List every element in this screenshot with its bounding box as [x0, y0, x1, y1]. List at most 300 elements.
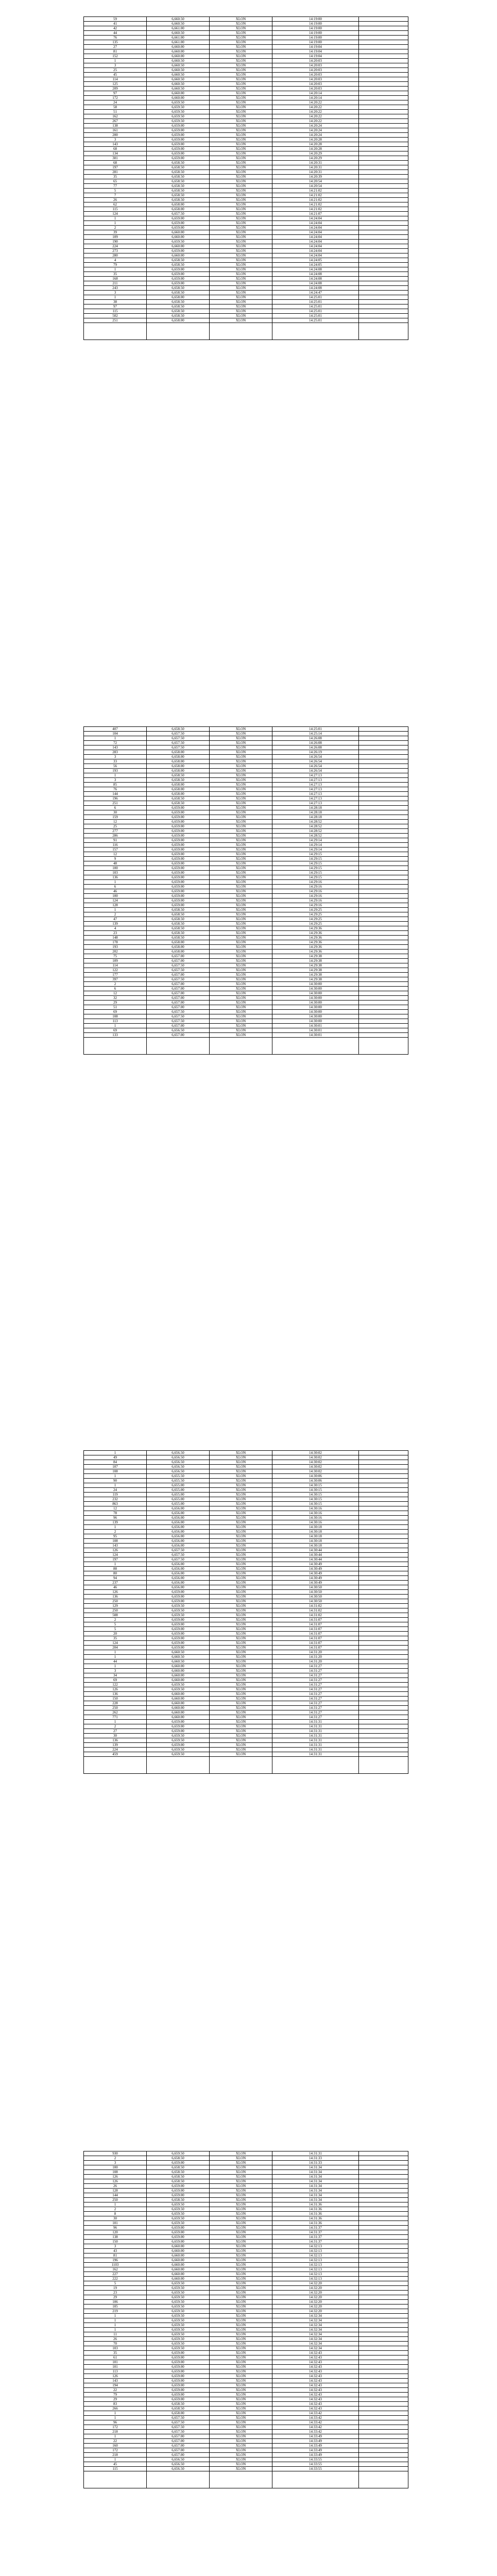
price-cell: 6,658.00	[147, 750, 210, 755]
time-cell: 14:32:20	[272, 2300, 359, 2304]
empty-cell	[359, 40, 408, 45]
price-cell: 6,659.50	[147, 1687, 210, 1692]
empty-cell	[359, 889, 408, 894]
time-cell: 14:33:49	[272, 2448, 359, 2453]
time-cell: 14:30:18	[272, 1544, 359, 1548]
time-cell: 14:29:15	[272, 866, 359, 871]
time-cell: 14:31:33	[272, 2161, 359, 2165]
price-cell: 6,660.00	[147, 230, 210, 235]
table-row	[84, 880, 408, 885]
time-cell: 14:27:13	[272, 796, 359, 801]
price-cell: 6,658.50	[147, 778, 210, 783]
venue-cell: XLON	[210, 848, 272, 852]
volume-cell: 508	[84, 1613, 147, 1618]
empty-cell	[359, 1655, 408, 1659]
table-row	[84, 857, 408, 861]
volume-cell: 1	[84, 267, 147, 272]
venue-cell: XLON	[210, 954, 272, 959]
table-row	[84, 2184, 408, 2189]
venue-cell: XLON	[210, 277, 272, 281]
volume-cell: 126	[84, 1590, 147, 1595]
time-cell: 14:31:02	[272, 1613, 359, 1618]
price-cell: 6,659.00	[147, 815, 210, 820]
time-cell: 14:20:14	[272, 96, 359, 100]
table-row	[84, 40, 408, 45]
venue-cell: XLON	[210, 987, 272, 991]
table-row	[84, 1706, 408, 1710]
volume-cell: 157	[84, 848, 147, 852]
venue-cell: XLON	[210, 732, 272, 736]
empty-cell	[359, 1618, 408, 1622]
volume-cell: 143	[84, 745, 147, 750]
empty-cell	[359, 1608, 408, 1613]
price-cell: 6,659.00	[147, 2193, 210, 2198]
venue-cell: XLON	[210, 1724, 272, 1729]
table-row	[84, 2156, 408, 2161]
venue-cell: XLON	[210, 917, 272, 922]
venue-cell: XLON	[210, 2318, 272, 2323]
table-row	[84, 1581, 408, 1585]
venue-cell: XLON	[210, 2151, 272, 2156]
volume-cell: 1	[84, 1474, 147, 1479]
table-row	[84, 2430, 408, 2434]
empty-cell	[359, 773, 408, 778]
venue-cell: XLON	[210, 2448, 272, 2453]
volume-cell: 152	[84, 54, 147, 59]
empty-cell	[359, 2184, 408, 2189]
table-row	[84, 2216, 408, 2221]
price-cell: 6,660.00	[147, 1669, 210, 1673]
volume-cell: 1	[84, 2458, 147, 2462]
empty-cell	[359, 2212, 408, 2216]
table-row	[84, 2291, 408, 2295]
venue-cell: XLON	[210, 1678, 272, 1683]
table-row	[84, 202, 408, 207]
volume-cell: 168	[84, 277, 147, 281]
volume-cell: 193	[84, 769, 147, 773]
table-row	[84, 1488, 408, 1493]
table-row	[84, 184, 408, 189]
time-cell: 14:20:03	[272, 87, 359, 91]
empty-cell	[359, 1014, 408, 1019]
time-cell: 14:21:02	[272, 193, 359, 198]
table-row	[84, 147, 408, 151]
time-cell: 14:30:15	[272, 1493, 359, 1497]
table-row	[84, 2323, 408, 2328]
volume-cell: 100	[84, 866, 147, 871]
time-cell: 14:31:07	[272, 1632, 359, 1636]
table-row	[84, 778, 408, 783]
table-row	[84, 2379, 408, 2383]
venue-cell: XLON	[210, 1673, 272, 1678]
empty-cell	[359, 165, 408, 170]
empty-cell	[359, 968, 408, 973]
table-row	[84, 2444, 408, 2448]
empty-cell	[359, 848, 408, 852]
empty-cell	[359, 1599, 408, 1604]
volume-cell: 237	[84, 1581, 147, 1585]
empty-cell	[359, 1460, 408, 1465]
empty-cell	[359, 2240, 408, 2244]
price-cell: 6,659.00	[147, 221, 210, 226]
time-cell: 14:21:02	[272, 207, 359, 212]
empty-cell	[359, 2360, 408, 2365]
table-row	[84, 216, 408, 221]
venue-cell: XLON	[210, 936, 272, 940]
empty-cell	[359, 1451, 408, 1455]
venue-cell: XLON	[210, 300, 272, 304]
time-cell: 14:25:01	[272, 295, 359, 300]
venue-cell: XLON	[210, 1697, 272, 1701]
table-row	[84, 1451, 408, 1455]
empty-cell	[359, 1506, 408, 1511]
empty-cell	[359, 2393, 408, 2397]
price-cell: 6,659.00	[147, 1632, 210, 1636]
empty-cell	[359, 226, 408, 230]
empty-cell	[359, 22, 408, 26]
time-cell: 14:30:15	[272, 1502, 359, 1506]
empty-cell	[359, 1697, 408, 1701]
time-cell: 14:29:15	[272, 852, 359, 857]
empty-cell	[359, 263, 408, 267]
table-row	[84, 2397, 408, 2402]
price-cell: 6,657.00	[147, 1001, 210, 1005]
empty-cell	[359, 1748, 408, 1752]
price-cell: 6,659.50	[147, 1748, 210, 1752]
price-cell: 6,657.50	[147, 1553, 210, 1557]
venue-cell: XLON	[210, 2309, 272, 2314]
price-cell: 6,659.00	[147, 2379, 210, 2383]
volume-cell: 502	[84, 314, 147, 318]
table-row	[84, 741, 408, 745]
empty-cell	[359, 824, 408, 829]
table-row	[84, 1692, 408, 1697]
price-cell: 6,660.00	[147, 1664, 210, 1669]
volume-cell: 159	[84, 815, 147, 820]
table-row	[84, 820, 408, 824]
table-row	[84, 1511, 408, 1516]
empty-cell	[359, 281, 408, 286]
table-row	[84, 2235, 408, 2240]
price-cell: 6,655.00	[147, 1493, 210, 1497]
time-cell: 14:30:44	[272, 1557, 359, 1562]
time-cell: 14:31:34	[272, 2198, 359, 2202]
table-row	[84, 36, 408, 40]
empty-cell	[359, 1664, 408, 1669]
price-cell: 6,656.50	[147, 1451, 210, 1455]
table-row	[84, 2434, 408, 2439]
volume-cell: 114	[84, 963, 147, 968]
price-cell: 6,657.00	[147, 973, 210, 977]
table-row	[84, 871, 408, 875]
time-cell: 14:32:13	[272, 2263, 359, 2267]
time-cell: 14:24:04	[272, 240, 359, 244]
price-cell: 6,657.00	[147, 991, 210, 996]
empty-cell	[359, 2156, 408, 2161]
venue-cell: XLON	[210, 866, 272, 871]
table-row	[84, 1028, 408, 1033]
venue-cell: XLON	[210, 124, 272, 128]
volume-cell: 96	[84, 2226, 147, 2230]
table-row	[84, 875, 408, 880]
table-row	[84, 1752, 408, 1757]
time-cell: 14:31:37	[272, 2240, 359, 2244]
table-row	[84, 2240, 408, 2244]
price-cell: 6,658.50	[147, 175, 210, 179]
time-cell: 14:30:00	[272, 987, 359, 991]
volume-cell: 124	[84, 899, 147, 903]
table-row	[84, 982, 408, 987]
venue-cell: XLON	[210, 852, 272, 857]
venue-cell: XLON	[210, 110, 272, 114]
price-cell: 6,659.00	[147, 2184, 210, 2189]
table-row	[84, 2462, 408, 2467]
empty-cell	[359, 950, 408, 954]
price-cell: 6,659.00	[147, 2393, 210, 2397]
table-row	[84, 801, 408, 806]
empty-cell	[359, 1005, 408, 1010]
volume-cell: 162	[84, 114, 147, 119]
empty-cell	[359, 852, 408, 857]
empty-cell	[359, 49, 408, 54]
empty-cell	[359, 1562, 408, 1567]
table-row	[84, 73, 408, 77]
volume-cell: 35	[84, 272, 147, 277]
empty-cell	[359, 2332, 408, 2337]
venue-cell: XLON	[210, 829, 272, 834]
table-row	[84, 848, 408, 852]
price-cell: 6,660.00	[147, 2249, 210, 2253]
empty-cell	[359, 1019, 408, 1024]
empty-cell	[359, 1729, 408, 1734]
time-cell: 14:31:31	[272, 1748, 359, 1752]
price-cell: 6,659.00	[147, 861, 210, 866]
empty-cell	[359, 1641, 408, 1646]
empty-cell	[359, 2230, 408, 2235]
time-cell: 14:30:00	[272, 1001, 359, 1005]
time-cell: 14:31:34	[272, 2165, 359, 2170]
time-cell: 14:20:29	[272, 156, 359, 161]
venue-cell: XLON	[210, 2216, 272, 2221]
price-cell: 6,661.00	[147, 36, 210, 40]
venue-cell: XLON	[210, 871, 272, 875]
table-row	[84, 908, 408, 912]
price-cell: 6,660.50	[147, 59, 210, 63]
empty-cell	[359, 1613, 408, 1618]
volume-cell: 51	[84, 1005, 147, 1010]
venue-cell: XLON	[210, 267, 272, 272]
empty-cell	[359, 973, 408, 977]
volume-cell: 4	[84, 926, 147, 931]
venue-cell: XLON	[210, 2360, 272, 2365]
venue-cell: XLON	[210, 2249, 272, 2253]
price-cell: 6,660.50	[147, 68, 210, 73]
volume-cell: 101	[84, 2365, 147, 2369]
time-cell: 14:32:20	[272, 2291, 359, 2295]
volume-cell: 251	[84, 318, 147, 323]
time-cell: 14:24:08	[272, 272, 359, 277]
time-cell: 14:19:04	[272, 45, 359, 49]
price-cell: 6,658.50	[147, 796, 210, 801]
price-cell: 6,659.00	[147, 834, 210, 838]
venue-cell: XLON	[210, 286, 272, 291]
volume-cell: 1	[84, 1024, 147, 1028]
table-row	[84, 1497, 408, 1502]
time-cell: 14:20:03	[272, 82, 359, 87]
volume-cell: 1	[84, 773, 147, 778]
price-cell: 6,659.00	[147, 281, 210, 286]
empty-cell	[359, 1493, 408, 1497]
empty-cell	[359, 1548, 408, 1553]
price-cell: 6,660.50	[147, 77, 210, 82]
table-row	[84, 277, 408, 281]
table-row	[84, 1608, 408, 1613]
time-cell: 14:20:03	[272, 59, 359, 63]
venue-cell: XLON	[210, 2332, 272, 2337]
price-cell: 6,659.00	[147, 1743, 210, 1748]
time-cell: 14:24:05	[272, 263, 359, 267]
venue-cell: XLON	[210, 2430, 272, 2434]
venue-cell: XLON	[210, 2467, 272, 2471]
volume-cell: 277	[84, 829, 147, 834]
table-row	[84, 2448, 408, 2453]
time-cell: 14:31:34	[272, 2189, 359, 2193]
venue-cell: XLON	[210, 189, 272, 193]
volume-cell: 30	[84, 1734, 147, 1738]
time-cell: 14:32:34	[272, 2346, 359, 2351]
volume-cell: 162	[84, 2267, 147, 2272]
time-cell: 14:31:36	[272, 2202, 359, 2207]
venue-cell: XLON	[210, 1534, 272, 1539]
empty-cell	[359, 1488, 408, 1493]
venue-cell: XLON	[210, 49, 272, 54]
time-cell: 14:20:28	[272, 138, 359, 142]
table-row	[84, 91, 408, 96]
price-cell: 6,659.50	[147, 2216, 210, 2221]
empty-cell	[359, 2170, 408, 2175]
empty-cell	[359, 2439, 408, 2444]
price-cell: 6,659.00	[147, 216, 210, 221]
time-cell: 14:31:31	[272, 1734, 359, 1738]
empty-cell	[359, 1033, 408, 1038]
venue-cell: XLON	[210, 1636, 272, 1641]
venue-cell: XLON	[210, 1544, 272, 1548]
venue-cell: XLON	[210, 755, 272, 759]
empty-cell	[359, 2318, 408, 2323]
empty-cell	[359, 1743, 408, 1748]
venue-cell: XLON	[210, 235, 272, 240]
table-row	[84, 736, 408, 741]
time-cell: 14:32:34	[272, 2314, 359, 2318]
empty-cell	[84, 323, 147, 340]
table-row	[84, 138, 408, 142]
table-row	[84, 161, 408, 165]
table-row	[84, 2402, 408, 2406]
empty-cell	[359, 963, 408, 968]
venue-cell: XLON	[210, 1618, 272, 1622]
volume-cell: 34	[84, 1673, 147, 1678]
table-row	[84, 959, 408, 963]
time-cell: 14:30:16	[272, 1516, 359, 1520]
price-cell: 6,658.50	[147, 286, 210, 291]
empty-cell	[359, 1706, 408, 1710]
time-cell: 14:26:08	[272, 745, 359, 750]
venue-cell: XLON	[210, 908, 272, 912]
volume-cell: 1	[84, 1650, 147, 1655]
table-row	[84, 77, 408, 82]
empty-cell	[359, 2309, 408, 2314]
empty-cell	[359, 1659, 408, 1664]
venue-cell: XLON	[210, 1010, 272, 1014]
price-cell: 6,659.00	[147, 1618, 210, 1622]
venue-cell: XLON	[210, 45, 272, 49]
price-cell: 6,658.50	[147, 917, 210, 922]
price-cell: 6,657.50	[147, 736, 210, 741]
empty-cell	[359, 940, 408, 945]
price-cell: 6,657.50	[147, 741, 210, 745]
table-row	[84, 2267, 408, 2272]
price-cell: 6,659.50	[147, 2328, 210, 2332]
venue-cell: XLON	[210, 2156, 272, 2161]
empty-cell	[359, 1497, 408, 1502]
volume-cell: 96	[84, 1516, 147, 1520]
table-row	[84, 309, 408, 314]
venue-cell: XLON	[210, 889, 272, 894]
venue-cell: XLON	[210, 1562, 272, 1567]
table-row	[84, 2258, 408, 2263]
empty-cell	[359, 128, 408, 133]
venue-cell: XLON	[210, 2444, 272, 2448]
table-row	[84, 133, 408, 138]
empty-cell	[359, 2263, 408, 2267]
price-cell: 6,656.00	[147, 1571, 210, 1576]
venue-cell: XLON	[210, 861, 272, 866]
empty-cell	[359, 291, 408, 295]
price-cell: 6,661.00	[147, 40, 210, 45]
price-cell: 6,659.50	[147, 100, 210, 105]
time-cell: 14:26:19	[272, 750, 359, 755]
empty-cell	[359, 792, 408, 796]
venue-cell: XLON	[210, 249, 272, 253]
volume-cell: 209	[84, 87, 147, 91]
venue-cell: XLON	[210, 2258, 272, 2263]
price-cell: 6,658.00	[147, 764, 210, 769]
table-row	[84, 1678, 408, 1683]
empty-cell	[359, 2355, 408, 2360]
time-cell: 14:30:01	[272, 1024, 359, 1028]
volume-cell: 30	[84, 810, 147, 815]
venue-cell: XLON	[210, 880, 272, 885]
table-row	[84, 834, 408, 838]
time-cell: 14:29:38	[272, 959, 359, 963]
venue-cell: XLON	[210, 2263, 272, 2267]
price-cell: 6,658.50	[147, 179, 210, 184]
time-cell: 14:31:27	[272, 1697, 359, 1701]
table-row	[84, 1506, 408, 1511]
volume-cell: 101	[84, 2360, 147, 2365]
volume-cell: 115	[84, 2467, 147, 2471]
price-cell: 6,658.00	[147, 787, 210, 792]
price-cell: 6,660.00	[147, 2258, 210, 2263]
volume-cell: 95	[84, 1534, 147, 1539]
table-row	[84, 973, 408, 977]
time-cell: 14:32:13	[272, 2277, 359, 2281]
table-row	[84, 198, 408, 202]
volume-cell: 61	[84, 2355, 147, 2360]
empty-cell	[359, 834, 408, 838]
table-row	[84, 2406, 408, 2411]
table-row	[84, 2355, 408, 2360]
